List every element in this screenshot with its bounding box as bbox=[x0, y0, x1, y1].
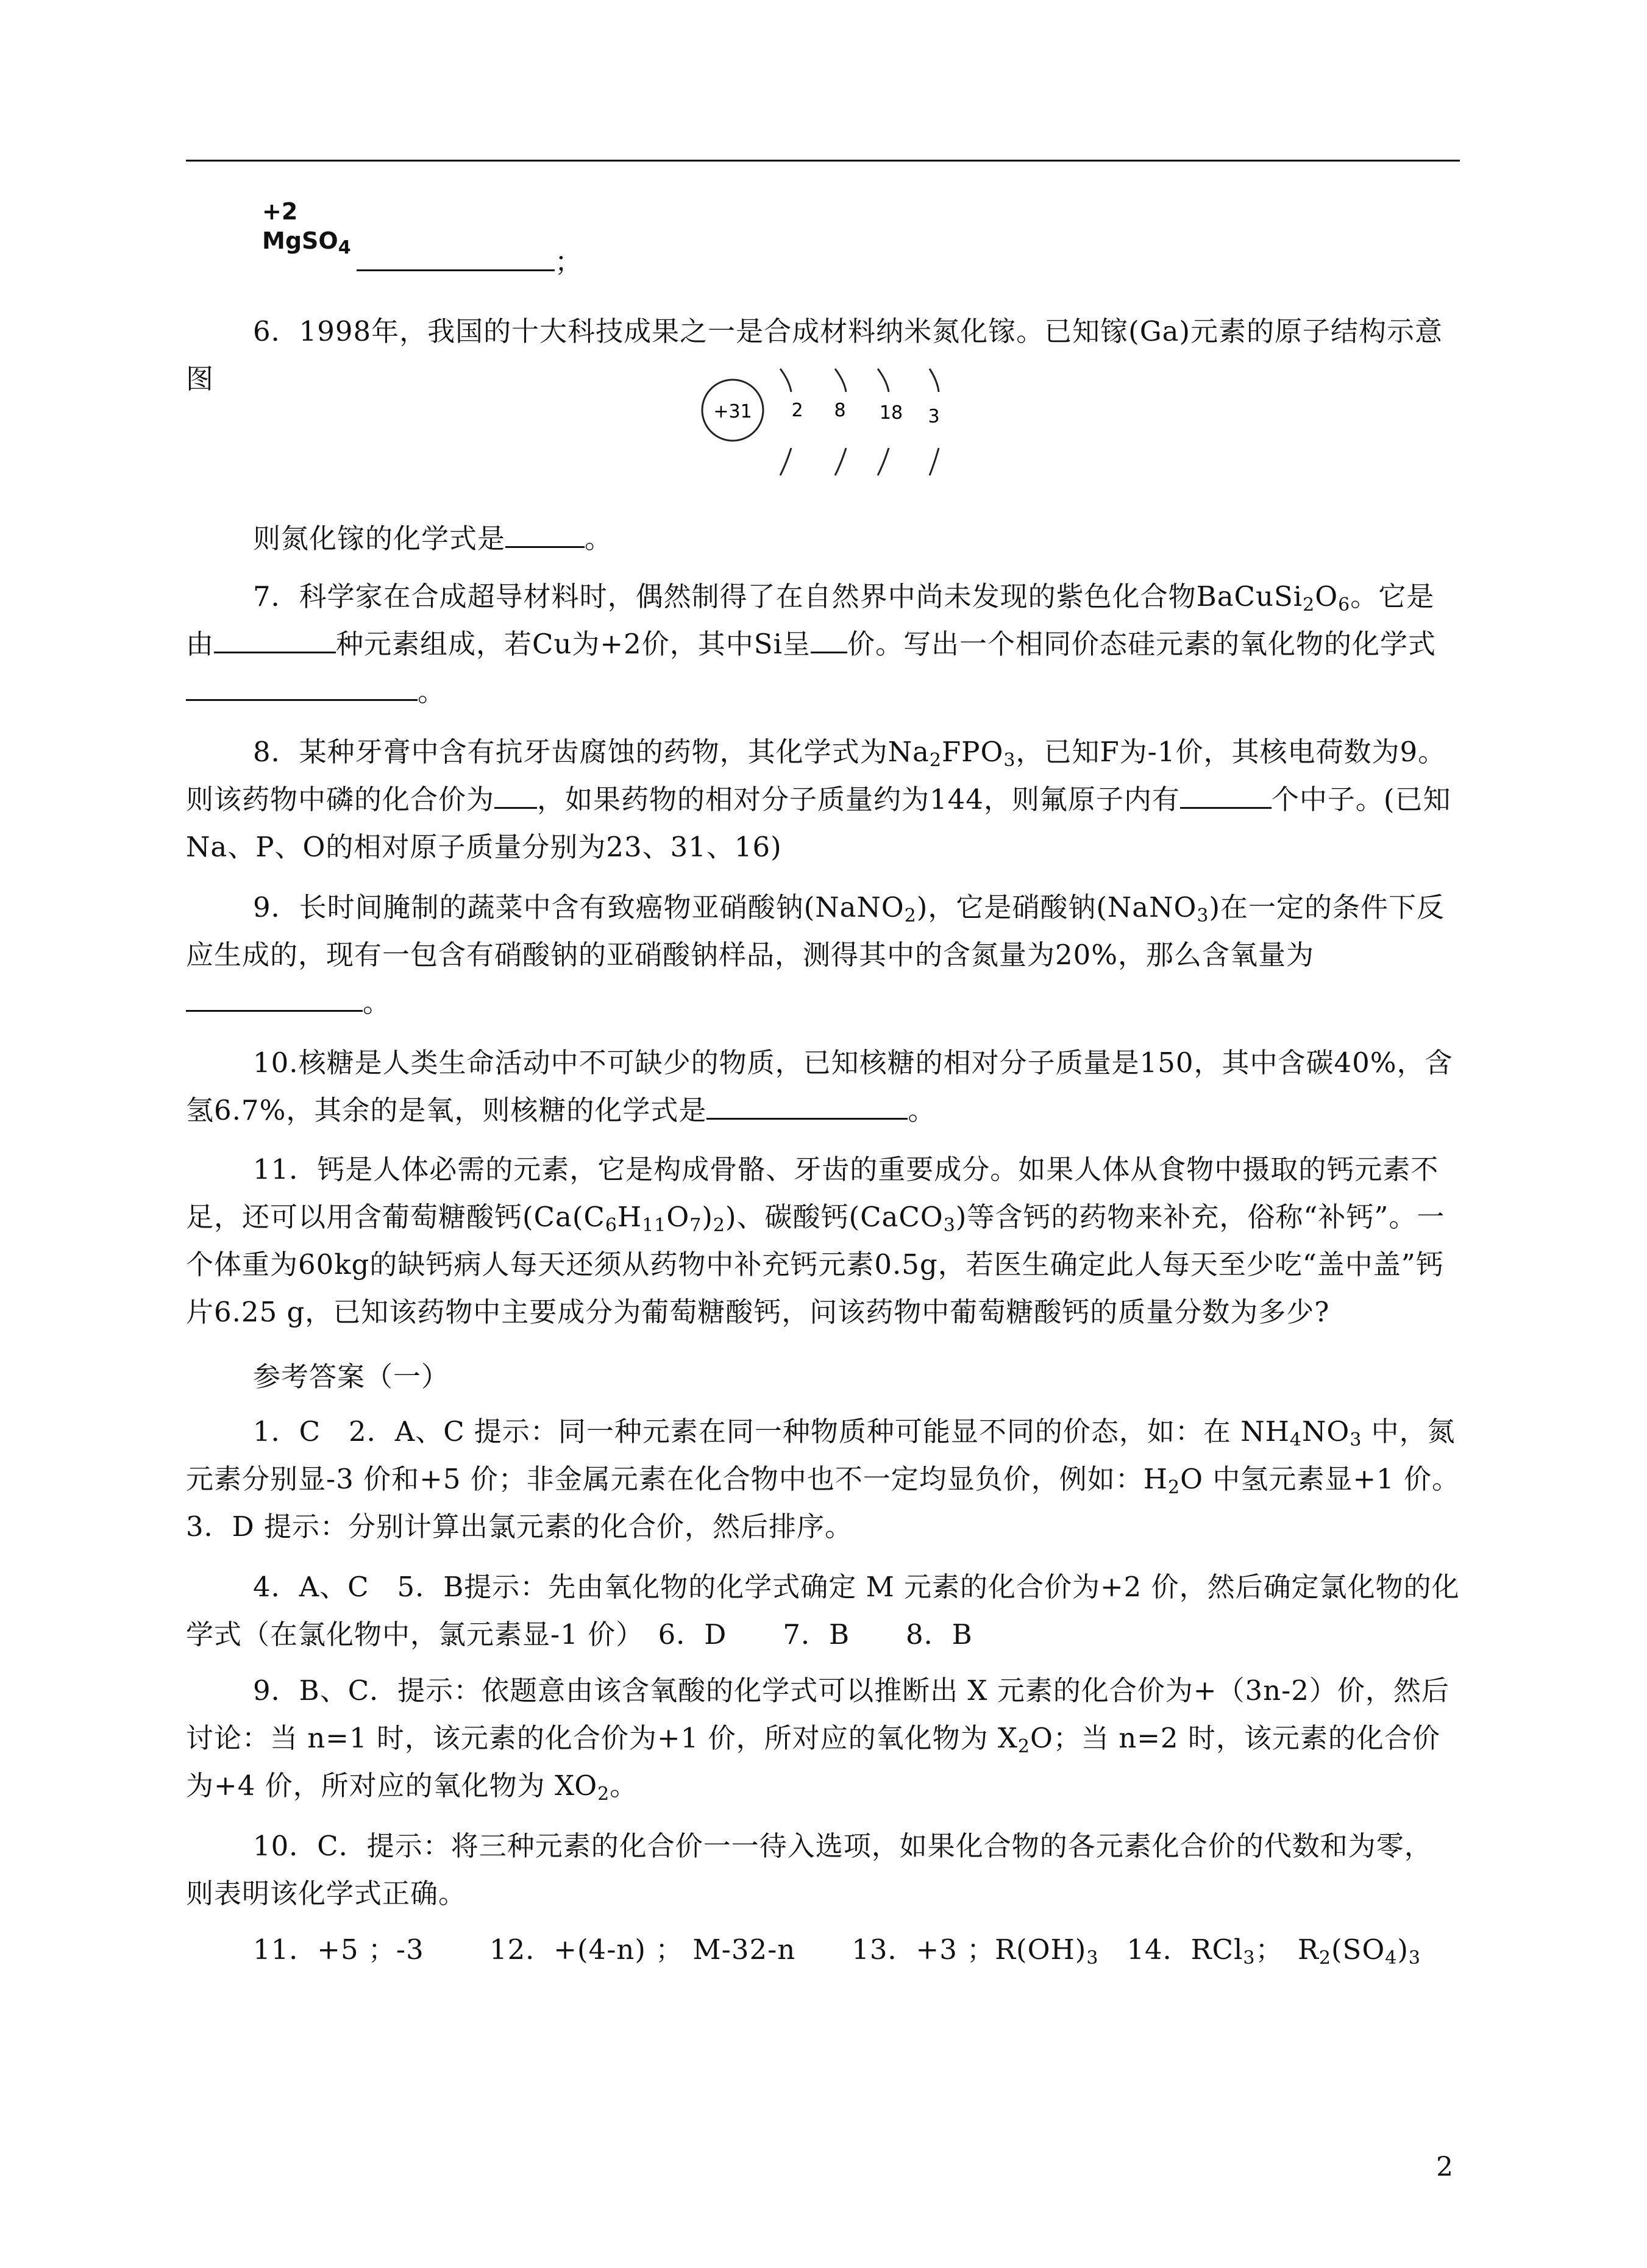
question-9 bbox=[186, 884, 1460, 1026]
subscript: 7 bbox=[689, 1215, 702, 1236]
q7-text: 种元素组成，若Cu为+2价，其中Si呈 bbox=[336, 628, 811, 660]
answer-blank bbox=[811, 651, 847, 653]
shell-arc bbox=[930, 448, 939, 475]
subscript: 3 bbox=[1243, 1947, 1256, 1969]
answer-text: 中，氮元素分别显-3 价和+5 价；非金属元素在化合物中也不一定均显负价，例如：H bbox=[186, 1415, 1456, 1495]
page-number: 2 bbox=[1436, 2152, 1453, 2183]
q10-text: 。 bbox=[908, 1094, 936, 1126]
answer-text: O；当 n=2 时，该元素的化合价为+4 价，所对应的氧化物为 XO bbox=[186, 1722, 1440, 1802]
answer-blank bbox=[494, 806, 537, 809]
q10-text: 10.核糖是人类生命活动中不可缺少的物质，已知核糖的相对分子质量是150，其中含碳40%，含氢6.7%，其余的是氧，则核糖的化学式是 bbox=[186, 1047, 1453, 1126]
answer-text: (SO bbox=[1331, 1933, 1386, 1966]
subscript: 6 bbox=[605, 1215, 617, 1236]
shell-arc bbox=[780, 369, 791, 392]
answer-blank bbox=[186, 699, 418, 701]
formula-main: MgSO bbox=[262, 227, 338, 254]
subscript: 4 bbox=[1385, 1947, 1398, 1969]
shell-4-electrons: 3 bbox=[928, 406, 940, 427]
subscript: 3 bbox=[1197, 905, 1209, 926]
q7-text: O bbox=[1315, 580, 1339, 613]
question-11 bbox=[186, 1146, 1460, 1336]
subscript: 3 bbox=[943, 1215, 956, 1236]
q11-text: O bbox=[666, 1201, 690, 1233]
subscript: 2 bbox=[1168, 1477, 1181, 1498]
subscript: 6 bbox=[1338, 594, 1351, 616]
q9-text: 。 bbox=[363, 986, 391, 1018]
q8-text: ，如果药物的相对分子质量约为144，则氟原子内有 bbox=[537, 783, 1180, 816]
q9-text: )在一定的条件下反应生成的，现有一包含有硝酸钠的亚硝酸钠样品，测得其中的含氮量为20%，那么含氧量为 bbox=[186, 891, 1445, 971]
shell-1-electrons: 2 bbox=[791, 400, 803, 421]
answer-11-14 bbox=[186, 1926, 1460, 1974]
mgso4-answer-line bbox=[357, 244, 582, 280]
shell-arc bbox=[930, 369, 939, 392]
subscript: 3 bbox=[1086, 1947, 1099, 1969]
q6-answer-end: 。 bbox=[585, 522, 613, 555]
q7-text: 价。写出一个相同价态硅元素的氧化物的化学式 bbox=[847, 628, 1437, 660]
answer-blank bbox=[1180, 806, 1272, 809]
answer-text: 11．+5 ；-3 12．+(4-n) ； M-32-n 13．+3 ；R(OH) bbox=[253, 1933, 1087, 1966]
shell-arc bbox=[835, 448, 846, 475]
answer-1-3 bbox=[186, 1408, 1460, 1551]
nucleus-charge: +31 bbox=[713, 401, 752, 422]
answers-heading: 参考答案（一） bbox=[253, 1360, 450, 1393]
question-7 bbox=[186, 573, 1460, 716]
shell-arc bbox=[878, 369, 889, 392]
answer-text: NO bbox=[1301, 1415, 1350, 1448]
answer-text: 14．RCl bbox=[1098, 1933, 1243, 1966]
answer-blank bbox=[186, 1009, 363, 1012]
subscript: 3 bbox=[1350, 1429, 1362, 1451]
answer-blank bbox=[357, 269, 555, 271]
q8-text: ，已知F为-1价，其核电荷数为9。则该药物中磷的化合价为 bbox=[186, 736, 1446, 816]
q11-text: 11．钙是人体必需的元素，它是构成骨骼、牙齿的重要成分。如果人体从食物中摄取的钙元素不足，还可以用含葡萄糖酸钙(Ca(C bbox=[186, 1153, 1439, 1233]
subscript: 2 bbox=[713, 1215, 725, 1236]
q8-text: 个中子。(已知Na、P、O的相对原子质量分别为23、31、16) bbox=[186, 783, 1451, 863]
shell-arc bbox=[878, 448, 889, 475]
subscript: 3 bbox=[1003, 750, 1016, 771]
shell-arc bbox=[835, 369, 846, 392]
answer-text: 。 bbox=[610, 1769, 638, 1802]
answer-blank bbox=[214, 651, 336, 653]
q6-answer-line bbox=[186, 515, 1460, 563]
q11-text: ) bbox=[702, 1201, 713, 1233]
subscript: 2 bbox=[597, 1783, 610, 1805]
q11-text: )等含钙的药物来补充，俗称“补钙”。一个体重为60kg的缺钙病人每天还须从药物中补充钙元素0.5g，若医生确定此人每天至少吃“盖中盖”钙片6.25 g，已知该药物中主要成分为葡萄糖酸钙，问该药物中葡萄糖酸钙的质量分数为多少? bbox=[186, 1201, 1445, 1328]
q8-text: 8．某种牙膏中含有抗牙齿腐蚀的药物，其化学式为Na bbox=[253, 736, 930, 768]
shell-arc bbox=[780, 448, 791, 475]
subscript: 2 bbox=[1303, 594, 1315, 616]
q9-text: 9．长时间腌制的蔬菜中含有致癌物亚硝酸钠(NaNO bbox=[253, 891, 905, 923]
q11-text: )、碳酸钙(CaCO bbox=[725, 1201, 944, 1233]
answer-text: O 中氢元素显+1 价。 3．D 提示：分别计算出氯元素的化合价，然后排序。 bbox=[186, 1463, 1460, 1543]
answer-4-8: 4．A、C 5．B提示：先由氧化物的化学式确定 M 元素的化合价为+2 价，然后确定氯化物的化学式（在氯化物中，氯元素显-1 价） 6．D 7．B 8．B bbox=[186, 1571, 1460, 1651]
q7-text: 。它是由 bbox=[186, 580, 1435, 660]
question-8 bbox=[186, 728, 1460, 871]
shell-2-electrons: 8 bbox=[834, 400, 846, 421]
answer-blank bbox=[505, 546, 585, 548]
valence-mark: +2 bbox=[262, 198, 298, 225]
q6-answer-text: 则氮化镓的化学式是 bbox=[253, 522, 506, 555]
formula-subscript: 4 bbox=[338, 237, 351, 258]
subscript: 4 bbox=[1289, 1429, 1302, 1451]
header-rule bbox=[186, 160, 1460, 162]
answer-text: ) bbox=[1397, 1933, 1409, 1966]
subscript: 2 bbox=[929, 750, 942, 771]
q8-text: FPO bbox=[941, 736, 1004, 768]
answer-text: ； R bbox=[1255, 1933, 1319, 1966]
shell-3-electrons: 18 bbox=[879, 402, 903, 424]
answer-text: 1．C 2．A、C 提示：同一种元素在同一种物质种可能显不同的价态，如：在 NH bbox=[253, 1415, 1290, 1448]
answer-blank bbox=[706, 1117, 908, 1120]
q6-line1: 6．1998年，我国的十大科技成果之一是合成材料纳米氮化镓。已知镓(Ga)元素的原子结 bbox=[253, 315, 1359, 347]
q6-line2: 构示意图 bbox=[186, 315, 1443, 395]
answer-text: 9．B、C．提示：依题意由该含氧酸的化学式可以推断出 X 元素的化合价为+（3n-2）价，然后讨论：当 n=1 时，该元素的化合价为+1 价，所对应的氧化物为 X bbox=[186, 1674, 1450, 1754]
subscript: 11 bbox=[642, 1215, 667, 1236]
q7-text: 7．科学家在合成超导材料时，偶然制得了在自然界中尚未发现的紫色化合物BaCuSi bbox=[253, 580, 1303, 613]
subscript: 2 bbox=[904, 905, 917, 926]
q9-text: )，它是硝酸钠(NaNO bbox=[916, 891, 1197, 923]
atom-structure-diagram bbox=[695, 357, 951, 485]
answer-10: 10．C．提示：将三种元素的化合价一一待入选项，如果化合物的各元素化合价的代数和为零，则表明该化学式正确。 bbox=[186, 1830, 1432, 1910]
subscript: 3 bbox=[1408, 1947, 1421, 1969]
tail-punct: ； bbox=[555, 246, 583, 278]
q7-text: 。 bbox=[418, 675, 446, 708]
subscript: 2 bbox=[1017, 1736, 1031, 1757]
answer-9 bbox=[186, 1667, 1460, 1810]
mgso4-formula bbox=[262, 227, 351, 258]
subscript: 2 bbox=[1318, 1947, 1331, 1969]
question-10 bbox=[186, 1039, 1460, 1134]
q11-text: H bbox=[617, 1201, 642, 1233]
